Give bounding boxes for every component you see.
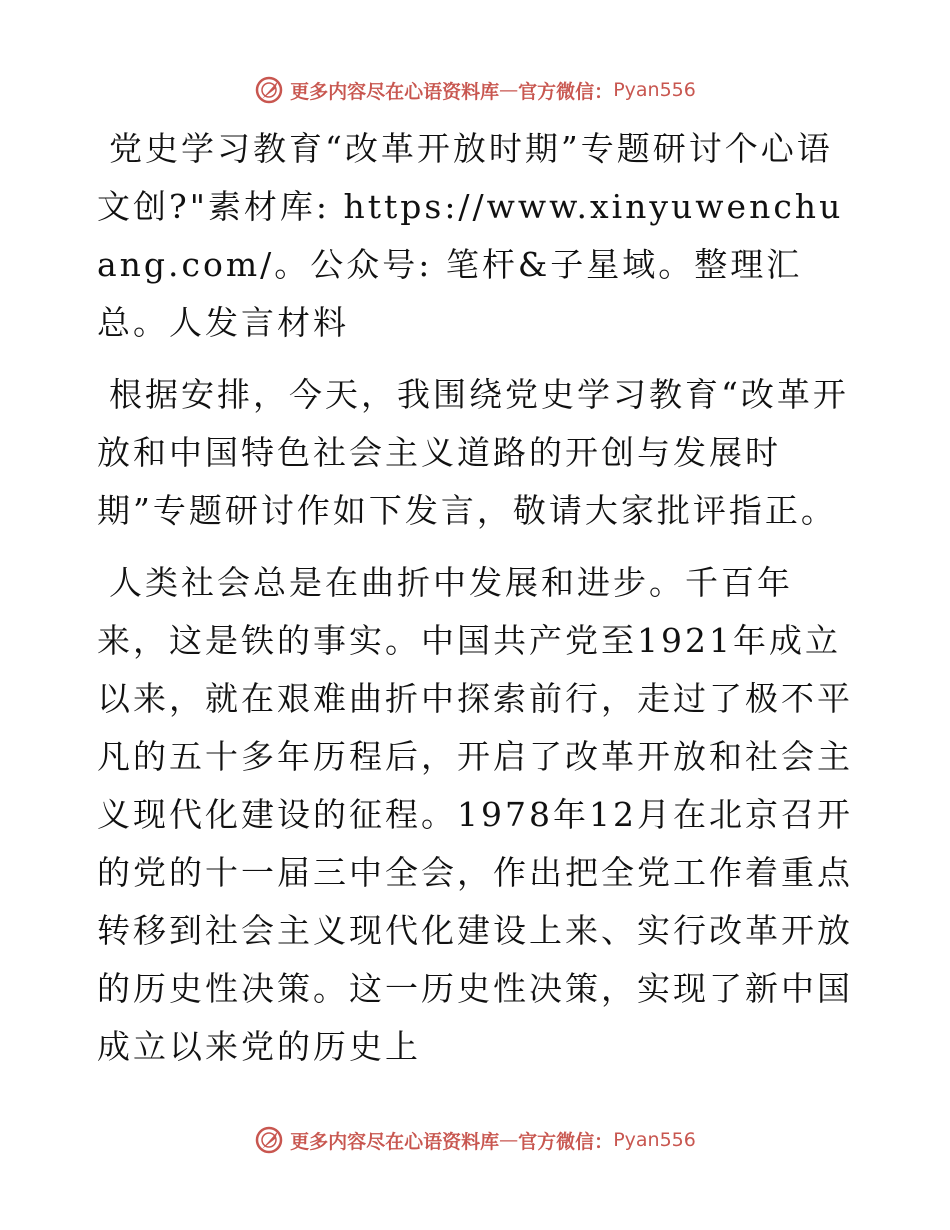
paragraph-1: 根据安排，今天，我围绕党史学习教育“改革开放和中国特色社会主义道路的开创与发展时期”专题研讨作如下发言，敬请大家批评指正。 xyxy=(97,375,849,530)
footer-banner xyxy=(0,1120,950,1160)
banner-separator: — xyxy=(499,79,519,101)
banner-text: 更多内容尽在心语资料库 xyxy=(290,80,500,103)
banner-separator: — xyxy=(499,1129,519,1151)
quill-circle-icon xyxy=(254,75,284,105)
document-body xyxy=(97,120,857,1090)
wechat-label: 官方微信： xyxy=(518,80,614,103)
wechat-label: 官方微信： xyxy=(518,1130,614,1153)
document-title: 党史学习教育“改革开放时期”专题研讨个心语文创?"素材库: https://www.xinyuwenchuang.com/。公众号: 笔杆&子星域。整理汇总。人发言材料 xyxy=(97,129,844,342)
banner-text: 更多内容尽在心语资料库 xyxy=(290,1130,500,1153)
wechat-id: Pyan556 xyxy=(613,1129,696,1151)
paragraph-2: 人类社会总是在曲折中发展和进步。千百年来，这是铁的事实。中国共产党至1921年成立以来，就在艰难曲折中探索前行，走过了极不平凡的五十多年历程后，开启了改革开放和社会主义现代化建设的征程。1978年12月在北京召开的党的十一届三中全会，作出把全党工作着重点转移到社会主义现代化建设上来、实行改革开放的历史性决策。这一历史性决策，实现了新中国成立以来党的历史上 xyxy=(97,563,853,1066)
wechat-id: Pyan556 xyxy=(613,79,696,101)
quill-circle-icon xyxy=(254,1125,284,1155)
header-banner xyxy=(0,70,950,110)
